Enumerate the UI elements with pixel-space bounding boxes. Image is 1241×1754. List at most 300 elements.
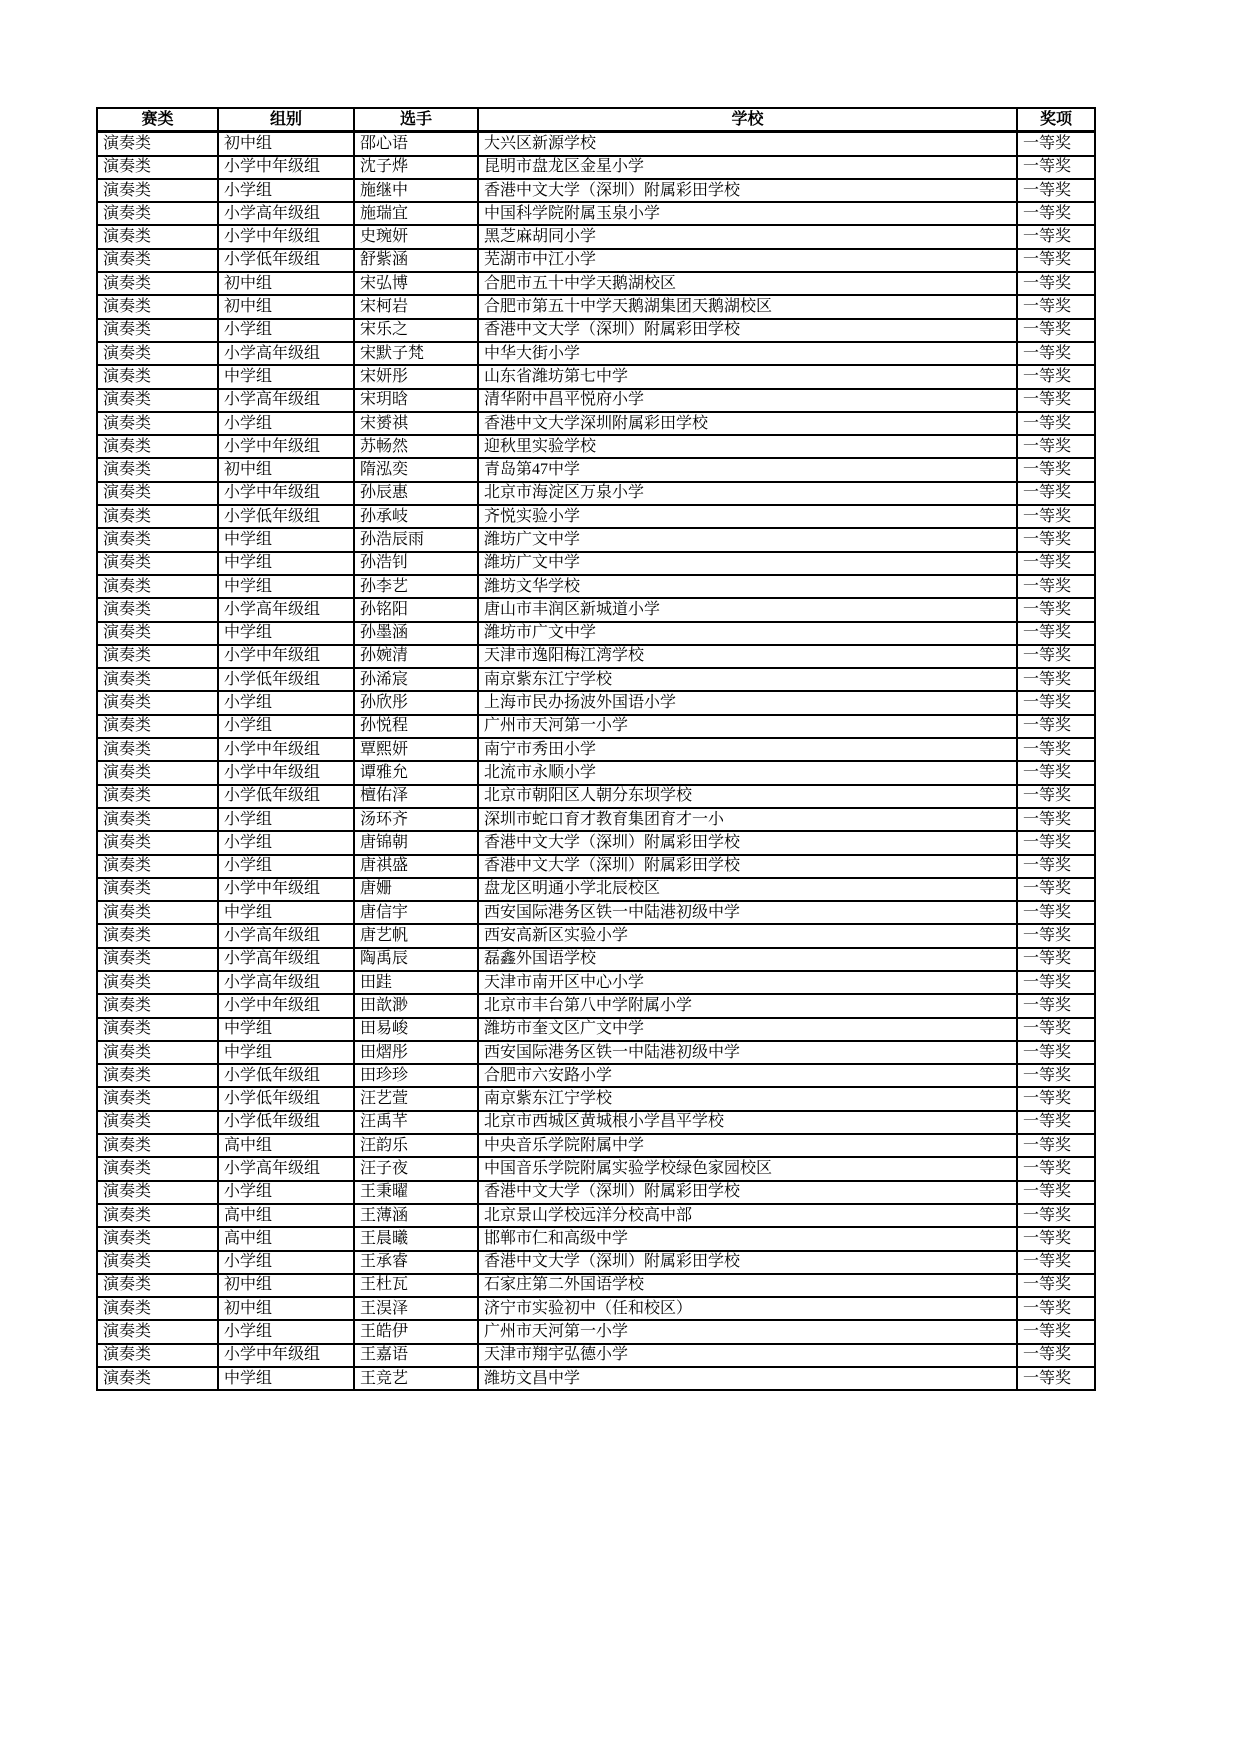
cell-group: 小学中年级组 bbox=[218, 435, 354, 458]
cell-category: 演奏类 bbox=[97, 924, 218, 947]
cell-group: 中学组 bbox=[218, 1041, 354, 1064]
cell-award: 一等奖 bbox=[1017, 342, 1095, 365]
table-row bbox=[97, 505, 1095, 528]
cell-contestant: 王竞艺 bbox=[354, 1367, 478, 1390]
cell-contestant: 孙婉清 bbox=[354, 645, 478, 668]
cell-award: 一等奖 bbox=[1017, 1087, 1095, 1110]
table-row bbox=[97, 1227, 1095, 1250]
cell-contestant: 唐姗 bbox=[354, 878, 478, 901]
cell-school: 广州市天河第一小学 bbox=[478, 1320, 1017, 1343]
table-row bbox=[97, 645, 1095, 668]
table-header-row bbox=[97, 108, 1095, 132]
cell-award: 一等奖 bbox=[1017, 179, 1095, 202]
cell-award: 一等奖 bbox=[1017, 319, 1095, 342]
cell-award: 一等奖 bbox=[1017, 1181, 1095, 1204]
cell-group: 小学组 bbox=[218, 831, 354, 854]
cell-school: 北京市海淀区万泉小学 bbox=[478, 482, 1017, 505]
cell-contestant: 孙李艺 bbox=[354, 575, 478, 598]
table-row bbox=[97, 1251, 1095, 1274]
cell-school: 中国音乐学院附属实验学校绿色家园校区 bbox=[478, 1157, 1017, 1180]
table-row bbox=[97, 1297, 1095, 1320]
cell-category: 演奏类 bbox=[97, 1018, 218, 1041]
cell-award: 一等奖 bbox=[1017, 1227, 1095, 1250]
cell-contestant: 陶禹辰 bbox=[354, 948, 478, 971]
cell-contestant: 孙辰惠 bbox=[354, 482, 478, 505]
table-row bbox=[97, 319, 1095, 342]
cell-school: 潍坊广文中学 bbox=[478, 552, 1017, 575]
cell-category: 演奏类 bbox=[97, 715, 218, 738]
cell-category: 演奏类 bbox=[97, 225, 218, 248]
cell-award: 一等奖 bbox=[1017, 1064, 1095, 1087]
cell-award: 一等奖 bbox=[1017, 738, 1095, 761]
cell-category: 演奏类 bbox=[97, 598, 218, 621]
cell-contestant: 汪禹芊 bbox=[354, 1111, 478, 1134]
cell-contestant: 孙铭阳 bbox=[354, 598, 478, 621]
cell-group: 高中组 bbox=[218, 1204, 354, 1227]
cell-category: 演奏类 bbox=[97, 575, 218, 598]
cell-category: 演奏类 bbox=[97, 1297, 218, 1320]
cell-category: 演奏类 bbox=[97, 179, 218, 202]
cell-group: 小学低年级组 bbox=[218, 668, 354, 691]
table-row bbox=[97, 132, 1095, 156]
cell-award: 一等奖 bbox=[1017, 1320, 1095, 1343]
cell-school: 合肥市第五十中学天鹅湖集团天鹅湖校区 bbox=[478, 295, 1017, 318]
cell-contestant: 宋默子梵 bbox=[354, 342, 478, 365]
table-row bbox=[97, 948, 1095, 971]
cell-contestant: 王皓伊 bbox=[354, 1320, 478, 1343]
table-row bbox=[97, 924, 1095, 947]
cell-contestant: 王承睿 bbox=[354, 1251, 478, 1274]
cell-group: 小学组 bbox=[218, 1320, 354, 1343]
cell-contestant: 王晨曦 bbox=[354, 1227, 478, 1250]
cell-contestant: 史琬妍 bbox=[354, 225, 478, 248]
table-row bbox=[97, 738, 1095, 761]
cell-award: 一等奖 bbox=[1017, 1111, 1095, 1134]
cell-school: 潍坊广文中学 bbox=[478, 528, 1017, 551]
table-row bbox=[97, 1041, 1095, 1064]
cell-award: 一等奖 bbox=[1017, 668, 1095, 691]
cell-award: 一等奖 bbox=[1017, 552, 1095, 575]
cell-contestant: 王嘉语 bbox=[354, 1344, 478, 1367]
cell-school: 南京紫东江宁学校 bbox=[478, 1087, 1017, 1110]
cell-school: 广州市天河第一小学 bbox=[478, 715, 1017, 738]
cell-award: 一等奖 bbox=[1017, 1041, 1095, 1064]
cell-category: 演奏类 bbox=[97, 132, 218, 156]
cell-contestant: 王淏泽 bbox=[354, 1297, 478, 1320]
cell-group: 小学中年级组 bbox=[218, 761, 354, 784]
cell-group: 中学组 bbox=[218, 575, 354, 598]
cell-school: 潍坊文华学校 bbox=[478, 575, 1017, 598]
cell-award: 一等奖 bbox=[1017, 482, 1095, 505]
cell-group: 小学中年级组 bbox=[218, 994, 354, 1017]
cell-category: 演奏类 bbox=[97, 319, 218, 342]
cell-group: 小学高年级组 bbox=[218, 924, 354, 947]
cell-school: 深圳市蛇口育才教育集团育才一小 bbox=[478, 808, 1017, 831]
cell-category: 演奏类 bbox=[97, 1157, 218, 1180]
award-results-table bbox=[96, 107, 1096, 1391]
table-row bbox=[97, 668, 1095, 691]
cell-award: 一等奖 bbox=[1017, 715, 1095, 738]
cell-award: 一等奖 bbox=[1017, 528, 1095, 551]
cell-contestant: 施继中 bbox=[354, 179, 478, 202]
cell-contestant: 宋妍彤 bbox=[354, 365, 478, 388]
cell-award: 一等奖 bbox=[1017, 412, 1095, 435]
cell-group: 初中组 bbox=[218, 458, 354, 481]
table-row bbox=[97, 389, 1095, 412]
table-row bbox=[97, 808, 1095, 831]
table-row bbox=[97, 785, 1095, 808]
column-header-school: 学校 bbox=[478, 108, 1017, 132]
cell-school: 大兴区新源学校 bbox=[478, 132, 1017, 156]
table-row bbox=[97, 1181, 1095, 1204]
cell-award: 一等奖 bbox=[1017, 435, 1095, 458]
cell-group: 小学高年级组 bbox=[218, 342, 354, 365]
cell-group: 小学组 bbox=[218, 808, 354, 831]
cell-contestant: 汤环齐 bbox=[354, 808, 478, 831]
table-row bbox=[97, 1204, 1095, 1227]
cell-category: 演奏类 bbox=[97, 1087, 218, 1110]
cell-contestant: 汪子夜 bbox=[354, 1157, 478, 1180]
cell-category: 演奏类 bbox=[97, 1367, 218, 1390]
cell-group: 小学高年级组 bbox=[218, 971, 354, 994]
cell-contestant: 檀佑泽 bbox=[354, 785, 478, 808]
cell-contestant: 孙欣彤 bbox=[354, 691, 478, 714]
cell-group: 小学中年级组 bbox=[218, 482, 354, 505]
cell-school: 唐山市丰润区新城道小学 bbox=[478, 598, 1017, 621]
cell-category: 演奏类 bbox=[97, 1274, 218, 1297]
cell-award: 一等奖 bbox=[1017, 994, 1095, 1017]
cell-contestant: 覃熙妍 bbox=[354, 738, 478, 761]
cell-award: 一等奖 bbox=[1017, 225, 1095, 248]
table-row bbox=[97, 1111, 1095, 1134]
cell-category: 演奏类 bbox=[97, 1251, 218, 1274]
cell-group: 小学中年级组 bbox=[218, 645, 354, 668]
cell-group: 初中组 bbox=[218, 132, 354, 156]
cell-award: 一等奖 bbox=[1017, 948, 1095, 971]
cell-school: 天津市南开区中心小学 bbox=[478, 971, 1017, 994]
table-row bbox=[97, 412, 1095, 435]
cell-contestant: 田珍珍 bbox=[354, 1064, 478, 1087]
cell-school: 合肥市五十中学天鹅湖校区 bbox=[478, 272, 1017, 295]
cell-contestant: 孙承岐 bbox=[354, 505, 478, 528]
cell-category: 演奏类 bbox=[97, 435, 218, 458]
table-row bbox=[97, 715, 1095, 738]
table-row bbox=[97, 435, 1095, 458]
cell-award: 一等奖 bbox=[1017, 365, 1095, 388]
cell-contestant: 田跬 bbox=[354, 971, 478, 994]
cell-school: 济宁市实验初中（任和校区） bbox=[478, 1297, 1017, 1320]
cell-school: 北京市西城区黄城根小学昌平学校 bbox=[478, 1111, 1017, 1134]
cell-group: 小学高年级组 bbox=[218, 948, 354, 971]
cell-group: 小学中年级组 bbox=[218, 156, 354, 179]
cell-group: 小学高年级组 bbox=[218, 598, 354, 621]
cell-category: 演奏类 bbox=[97, 202, 218, 225]
cell-group: 小学组 bbox=[218, 179, 354, 202]
cell-school: 香港中文大学深圳附属彩田学校 bbox=[478, 412, 1017, 435]
table-row bbox=[97, 482, 1095, 505]
cell-school: 天津市翔宇弘德小学 bbox=[478, 1344, 1017, 1367]
table-row bbox=[97, 365, 1095, 388]
cell-category: 演奏类 bbox=[97, 552, 218, 575]
cell-school: 盘龙区明通小学北辰校区 bbox=[478, 878, 1017, 901]
cell-contestant: 邵心语 bbox=[354, 132, 478, 156]
table-row bbox=[97, 202, 1095, 225]
cell-category: 演奏类 bbox=[97, 761, 218, 784]
cell-category: 演奏类 bbox=[97, 295, 218, 318]
cell-category: 演奏类 bbox=[97, 156, 218, 179]
cell-group: 小学中年级组 bbox=[218, 225, 354, 248]
cell-contestant: 汪韵乐 bbox=[354, 1134, 478, 1157]
table-row bbox=[97, 901, 1095, 924]
cell-category: 演奏类 bbox=[97, 994, 218, 1017]
cell-category: 演奏类 bbox=[97, 1227, 218, 1250]
cell-school: 香港中文大学（深圳）附属彩田学校 bbox=[478, 1181, 1017, 1204]
cell-contestant: 孙悦程 bbox=[354, 715, 478, 738]
table-row bbox=[97, 1367, 1095, 1390]
cell-category: 演奏类 bbox=[97, 878, 218, 901]
cell-school: 磊鑫外国语学校 bbox=[478, 948, 1017, 971]
cell-category: 演奏类 bbox=[97, 622, 218, 645]
cell-award: 一等奖 bbox=[1017, 622, 1095, 645]
table-row bbox=[97, 1157, 1095, 1180]
table-row bbox=[97, 156, 1095, 179]
cell-contestant: 汪艺萱 bbox=[354, 1087, 478, 1110]
cell-group: 小学组 bbox=[218, 319, 354, 342]
cell-school: 上海市民办扬波外国语小学 bbox=[478, 691, 1017, 714]
cell-category: 演奏类 bbox=[97, 1344, 218, 1367]
cell-category: 演奏类 bbox=[97, 808, 218, 831]
cell-contestant: 孙浩钊 bbox=[354, 552, 478, 575]
cell-category: 演奏类 bbox=[97, 691, 218, 714]
cell-group: 小学低年级组 bbox=[218, 1064, 354, 1087]
table-row bbox=[97, 342, 1095, 365]
cell-category: 演奏类 bbox=[97, 482, 218, 505]
cell-school: 北京景山学校远洋分校高中部 bbox=[478, 1204, 1017, 1227]
cell-category: 演奏类 bbox=[97, 1111, 218, 1134]
cell-group: 小学高年级组 bbox=[218, 1157, 354, 1180]
table-row bbox=[97, 994, 1095, 1017]
cell-school: 潍坊市奎文区广文中学 bbox=[478, 1018, 1017, 1041]
cell-group: 中学组 bbox=[218, 528, 354, 551]
cell-group: 小学组 bbox=[218, 412, 354, 435]
cell-contestant: 唐锦朝 bbox=[354, 831, 478, 854]
cell-contestant: 孙浩辰雨 bbox=[354, 528, 478, 551]
cell-award: 一等奖 bbox=[1017, 855, 1095, 878]
cell-category: 演奏类 bbox=[97, 1204, 218, 1227]
cell-award: 一等奖 bbox=[1017, 1251, 1095, 1274]
cell-award: 一等奖 bbox=[1017, 831, 1095, 854]
cell-category: 演奏类 bbox=[97, 1320, 218, 1343]
cell-award: 一等奖 bbox=[1017, 645, 1095, 668]
cell-contestant: 唐祺盛 bbox=[354, 855, 478, 878]
cell-school: 昆明市盘龙区金星小学 bbox=[478, 156, 1017, 179]
cell-school: 香港中文大学（深圳）附属彩田学校 bbox=[478, 855, 1017, 878]
cell-school: 潍坊文昌中学 bbox=[478, 1367, 1017, 1390]
cell-school: 南京紫东江宁学校 bbox=[478, 668, 1017, 691]
cell-group: 中学组 bbox=[218, 1367, 354, 1390]
cell-award: 一等奖 bbox=[1017, 132, 1095, 156]
table-row bbox=[97, 622, 1095, 645]
table-row bbox=[97, 249, 1095, 272]
cell-award: 一等奖 bbox=[1017, 156, 1095, 179]
cell-school: 中央音乐学院附属中学 bbox=[478, 1134, 1017, 1157]
table-row bbox=[97, 761, 1095, 784]
table-row bbox=[97, 272, 1095, 295]
cell-group: 中学组 bbox=[218, 552, 354, 575]
column-header-category: 赛类 bbox=[97, 108, 218, 132]
cell-school: 香港中文大学（深圳）附属彩田学校 bbox=[478, 179, 1017, 202]
table-row bbox=[97, 552, 1095, 575]
cell-contestant: 苏畅然 bbox=[354, 435, 478, 458]
cell-award: 一等奖 bbox=[1017, 202, 1095, 225]
cell-category: 演奏类 bbox=[97, 855, 218, 878]
cell-group: 初中组 bbox=[218, 272, 354, 295]
table-row bbox=[97, 598, 1095, 621]
cell-category: 演奏类 bbox=[97, 365, 218, 388]
cell-group: 中学组 bbox=[218, 901, 354, 924]
table-row bbox=[97, 1274, 1095, 1297]
cell-contestant: 唐信宇 bbox=[354, 901, 478, 924]
cell-school: 中国科学院附属玉泉小学 bbox=[478, 202, 1017, 225]
cell-group: 初中组 bbox=[218, 1274, 354, 1297]
cell-group: 高中组 bbox=[218, 1134, 354, 1157]
cell-award: 一等奖 bbox=[1017, 575, 1095, 598]
cell-category: 演奏类 bbox=[97, 458, 218, 481]
cell-category: 演奏类 bbox=[97, 831, 218, 854]
cell-award: 一等奖 bbox=[1017, 249, 1095, 272]
cell-contestant: 唐艺帆 bbox=[354, 924, 478, 947]
cell-award: 一等奖 bbox=[1017, 761, 1095, 784]
table-row bbox=[97, 575, 1095, 598]
cell-contestant: 孙浠宸 bbox=[354, 668, 478, 691]
cell-group: 中学组 bbox=[218, 1018, 354, 1041]
cell-group: 初中组 bbox=[218, 295, 354, 318]
cell-contestant: 田熠彤 bbox=[354, 1041, 478, 1064]
cell-category: 演奏类 bbox=[97, 738, 218, 761]
cell-category: 演奏类 bbox=[97, 389, 218, 412]
cell-award: 一等奖 bbox=[1017, 295, 1095, 318]
cell-school: 香港中文大学（深圳）附属彩田学校 bbox=[478, 831, 1017, 854]
cell-award: 一等奖 bbox=[1017, 272, 1095, 295]
cell-school: 西安国际港务区铁一中陆港初级中学 bbox=[478, 901, 1017, 924]
table-row bbox=[97, 971, 1095, 994]
cell-category: 演奏类 bbox=[97, 1134, 218, 1157]
cell-contestant: 宋弘博 bbox=[354, 272, 478, 295]
cell-award: 一等奖 bbox=[1017, 901, 1095, 924]
cell-contestant: 王杜瓦 bbox=[354, 1274, 478, 1297]
cell-contestant: 宋赟祺 bbox=[354, 412, 478, 435]
cell-award: 一等奖 bbox=[1017, 691, 1095, 714]
table-row bbox=[97, 458, 1095, 481]
cell-contestant: 宋乐之 bbox=[354, 319, 478, 342]
table-row bbox=[97, 225, 1095, 248]
cell-group: 小学组 bbox=[218, 691, 354, 714]
cell-award: 一等奖 bbox=[1017, 1204, 1095, 1227]
table-row bbox=[97, 1134, 1095, 1157]
cell-award: 一等奖 bbox=[1017, 1018, 1095, 1041]
cell-group: 小学低年级组 bbox=[218, 249, 354, 272]
cell-category: 演奏类 bbox=[97, 272, 218, 295]
cell-award: 一等奖 bbox=[1017, 598, 1095, 621]
table-row bbox=[97, 1320, 1095, 1343]
cell-school: 中华大街小学 bbox=[478, 342, 1017, 365]
cell-category: 演奏类 bbox=[97, 1181, 218, 1204]
cell-group: 小学组 bbox=[218, 1181, 354, 1204]
cell-category: 演奏类 bbox=[97, 505, 218, 528]
cell-group: 小学组 bbox=[218, 1251, 354, 1274]
cell-contestant: 施瑞宜 bbox=[354, 202, 478, 225]
cell-group: 小学中年级组 bbox=[218, 738, 354, 761]
table-row bbox=[97, 1064, 1095, 1087]
table-row bbox=[97, 878, 1095, 901]
cell-group: 小学低年级组 bbox=[218, 505, 354, 528]
cell-school: 芜湖市中江小学 bbox=[478, 249, 1017, 272]
table-row bbox=[97, 528, 1095, 551]
cell-group: 小学低年级组 bbox=[218, 785, 354, 808]
cell-category: 演奏类 bbox=[97, 1041, 218, 1064]
cell-contestant: 孙墨涵 bbox=[354, 622, 478, 645]
cell-school: 清华附中昌平悦府小学 bbox=[478, 389, 1017, 412]
cell-award: 一等奖 bbox=[1017, 389, 1095, 412]
column-header-contestant: 选手 bbox=[354, 108, 478, 132]
cell-category: 演奏类 bbox=[97, 249, 218, 272]
cell-award: 一等奖 bbox=[1017, 785, 1095, 808]
cell-group: 小学组 bbox=[218, 855, 354, 878]
cell-category: 演奏类 bbox=[97, 1064, 218, 1087]
cell-category: 演奏类 bbox=[97, 901, 218, 924]
cell-group: 小学低年级组 bbox=[218, 1087, 354, 1110]
cell-award: 一等奖 bbox=[1017, 808, 1095, 831]
cell-school: 石家庄第二外国语学校 bbox=[478, 1274, 1017, 1297]
cell-award: 一等奖 bbox=[1017, 924, 1095, 947]
cell-award: 一等奖 bbox=[1017, 1344, 1095, 1367]
cell-award: 一等奖 bbox=[1017, 1274, 1095, 1297]
cell-school: 潍坊市广文中学 bbox=[478, 622, 1017, 645]
cell-school: 北京市朝阳区人朝分东坝学校 bbox=[478, 785, 1017, 808]
cell-contestant: 隋泓奕 bbox=[354, 458, 478, 481]
cell-school: 香港中文大学（深圳）附属彩田学校 bbox=[478, 1251, 1017, 1274]
cell-contestant: 谭雅允 bbox=[354, 761, 478, 784]
cell-school: 合肥市六安路小学 bbox=[478, 1064, 1017, 1087]
cell-award: 一等奖 bbox=[1017, 1297, 1095, 1320]
table-row bbox=[97, 295, 1095, 318]
cell-group: 小学中年级组 bbox=[218, 1344, 354, 1367]
cell-contestant: 田歆渺 bbox=[354, 994, 478, 1017]
cell-school: 南宁市秀田小学 bbox=[478, 738, 1017, 761]
cell-school: 迎秋里实验学校 bbox=[478, 435, 1017, 458]
table-row bbox=[97, 1087, 1095, 1110]
cell-award: 一等奖 bbox=[1017, 1134, 1095, 1157]
cell-category: 演奏类 bbox=[97, 971, 218, 994]
cell-group: 高中组 bbox=[218, 1227, 354, 1250]
cell-school: 齐悦实验小学 bbox=[478, 505, 1017, 528]
cell-school: 山东省潍坊第七中学 bbox=[478, 365, 1017, 388]
table-row bbox=[97, 179, 1095, 202]
cell-award: 一等奖 bbox=[1017, 505, 1095, 528]
cell-group: 小学高年级组 bbox=[218, 202, 354, 225]
cell-award: 一等奖 bbox=[1017, 878, 1095, 901]
cell-group: 中学组 bbox=[218, 365, 354, 388]
cell-school: 西安国际港务区铁一中陆港初级中学 bbox=[478, 1041, 1017, 1064]
cell-school: 西安高新区实验小学 bbox=[478, 924, 1017, 947]
cell-contestant: 宋玥晗 bbox=[354, 389, 478, 412]
cell-award: 一等奖 bbox=[1017, 1367, 1095, 1390]
cell-school: 香港中文大学（深圳）附属彩田学校 bbox=[478, 319, 1017, 342]
cell-group: 小学低年级组 bbox=[218, 1111, 354, 1134]
cell-school: 北流市永顺小学 bbox=[478, 761, 1017, 784]
cell-contestant: 王秉曜 bbox=[354, 1181, 478, 1204]
cell-school: 邯郸市仁和高级中学 bbox=[478, 1227, 1017, 1250]
